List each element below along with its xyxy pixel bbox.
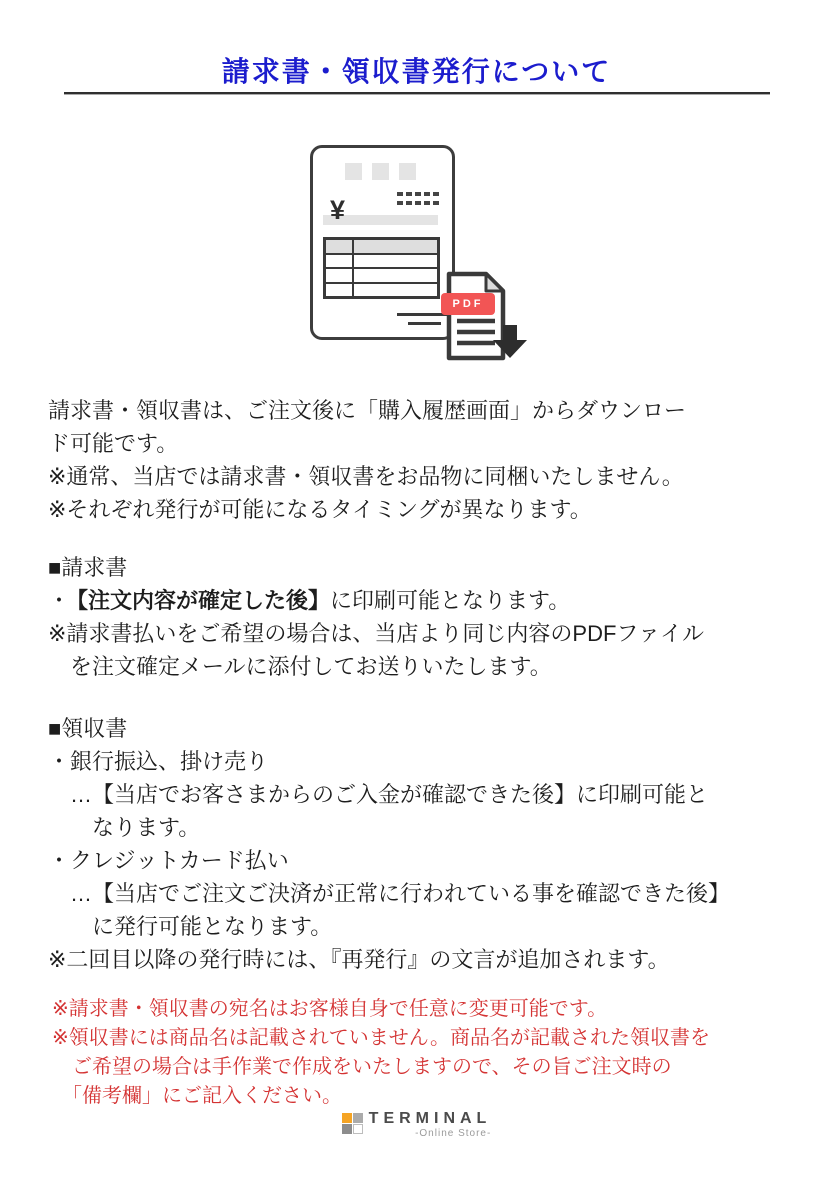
text-line: なります。: [48, 815, 201, 840]
bullet-rest: に印刷可能となります。: [330, 588, 571, 613]
note-line: 「備考欄」にご記入ください。: [52, 1085, 342, 1107]
text-line: ※それぞれ発行が可能になるタイミングが異なります。: [48, 497, 592, 522]
signature-line-icon: [408, 322, 441, 325]
logo-squares-icon: [342, 1113, 363, 1134]
text-line: [48, 584, 808, 617]
invoice-section: [48, 551, 808, 683]
section-heading: ■請求書: [48, 555, 128, 580]
text-line: ・銀行振込、掛け売り: [48, 749, 269, 774]
brand-subtitle: -Online Store-: [415, 1128, 492, 1139]
title-divider: [64, 92, 770, 95]
yen-symbol: ¥: [330, 195, 346, 225]
pdf-badge: PDF: [441, 293, 495, 315]
stamp-box-icon: [399, 163, 416, 180]
logo-text: [369, 1110, 492, 1139]
page-title: 請求書・領収書発行について: [221, 56, 612, 87]
store-logo: [0, 1110, 833, 1139]
text-line: ※二回目以降の発行時には、『再発行』の文言が追加されます。: [48, 947, 670, 972]
bold-condition-text: 【注文内容が確定した後】: [77, 588, 331, 613]
brand-name: TERMINAL: [368, 1110, 492, 1127]
dashed-text-icon: [397, 201, 439, 205]
stamp-box-icon: [372, 163, 389, 180]
intro-paragraph: [48, 394, 808, 526]
text-line: ※請求書払いをご希望の場合は、当店より同じ内容のPDFファイル: [48, 621, 704, 646]
note-line: ご希望の場合は手作業で作成をいたしますので、その旨ご注文時の: [52, 1056, 672, 1078]
text-line: …【当店でご注文ご決済が正常に行われている事を確認できた後】: [48, 881, 731, 906]
text-line: に発行可能となります。: [48, 914, 333, 939]
invoice-document-icon: [310, 145, 455, 340]
receipt-section: [48, 712, 808, 976]
bullet-prefix: ・: [48, 588, 71, 613]
signature-line-icon: [397, 313, 448, 316]
text-line: ※通常、当店では請求書・領収書をお品物に同梱いたしません。: [48, 464, 684, 489]
text-line: ド可能です。: [48, 431, 179, 456]
download-arrow-icon: [493, 325, 527, 359]
note-line: ※請求書・領収書の宛名はお客様自身で任意に変更可能です。: [52, 998, 608, 1020]
text-line: を注文確定メールに添付してお送りいたします。: [48, 654, 552, 679]
section-heading: ■領収書: [48, 716, 128, 741]
text-line: ・クレジットカード払い: [48, 848, 289, 873]
text-line: 請求書・領収書は、ご注文後に「購入履歴画面」からダウンロー: [48, 398, 687, 423]
invoice-pdf-illustration: [291, 145, 541, 370]
text-line: …【当店でお客さまからのご入金が確認できた後】に印刷可能と: [48, 782, 709, 807]
red-notes: [52, 995, 812, 1111]
stamp-box-icon: [345, 163, 362, 180]
note-line: ※領収書には商品名は記載されていません。商品名が記載された領収書を: [52, 1027, 710, 1049]
invoice-table-icon: [323, 237, 440, 299]
dashed-text-icon: [397, 192, 439, 196]
